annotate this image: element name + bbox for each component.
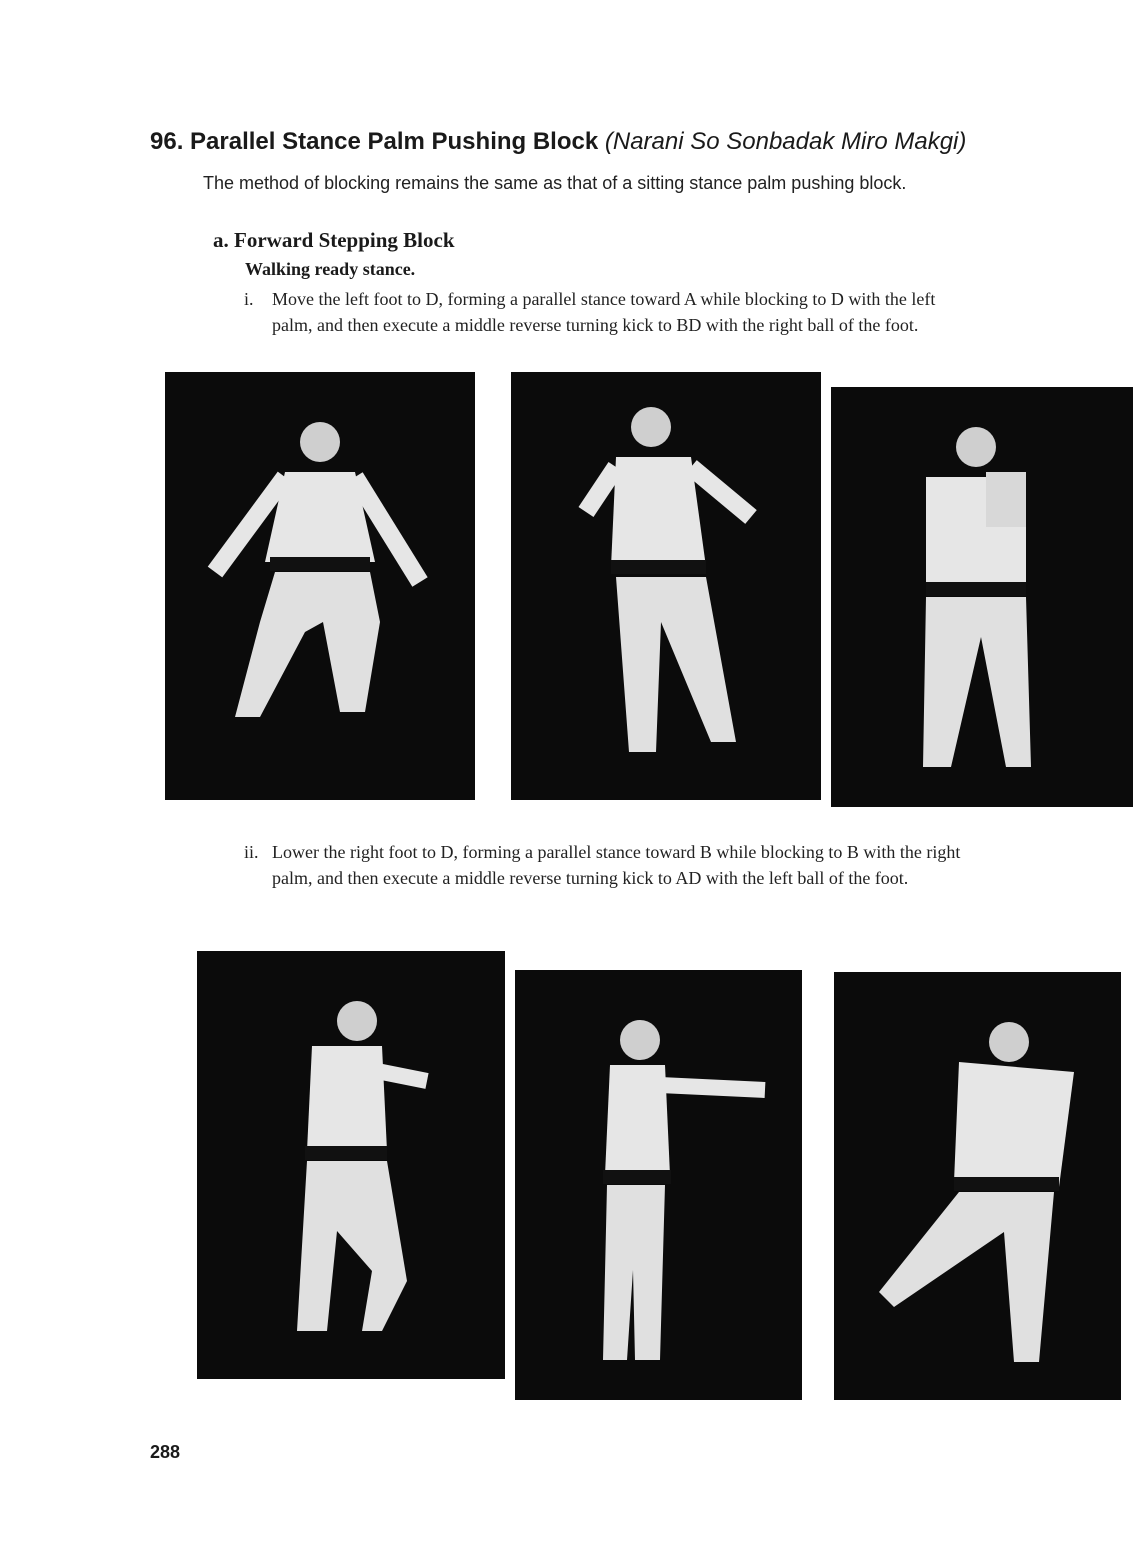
step-ii [244, 839, 972, 891]
photo-front-palm [831, 387, 1133, 807]
step-i-marker: i. [244, 289, 254, 309]
step-ii-text: Lower the right foot to D, forming a parallel stance toward B while blocking to B with the right palm, and then execute a middle reverse turning kick to AD with the left ball of the foot. [272, 842, 961, 888]
step-ii-marker: ii. [244, 842, 259, 862]
subsection-heading: a. Forward Stepping Block [213, 228, 455, 252]
section-korean-title: (Narani So Sonbadak Miro Makgi) [604, 128, 967, 155]
ready-stance-label: Walking ready stance. [245, 259, 416, 279]
section-intro: The method of blocking remains the same as that of a sitting stance palm pushing block. [203, 173, 907, 193]
photo-ready-stance [165, 372, 475, 800]
photo-side-stance [197, 951, 505, 1379]
page-number: 288 [150, 1442, 181, 1462]
step-i [244, 286, 972, 338]
section-title: Parallel Stance Palm Pushing Block [190, 128, 599, 155]
photo-back-kick [834, 972, 1121, 1400]
section-heading [150, 128, 966, 156]
step-i-text: Move the left foot to D, forming a parallel stance toward A while blocking to D with the left palm, and then execute a middle reverse turning kick to BD with the right ball of the foot. [272, 289, 936, 335]
photo-left-palm-block [511, 372, 821, 800]
section-number: 96. [150, 128, 184, 155]
photo-palm-push-side [515, 970, 802, 1400]
